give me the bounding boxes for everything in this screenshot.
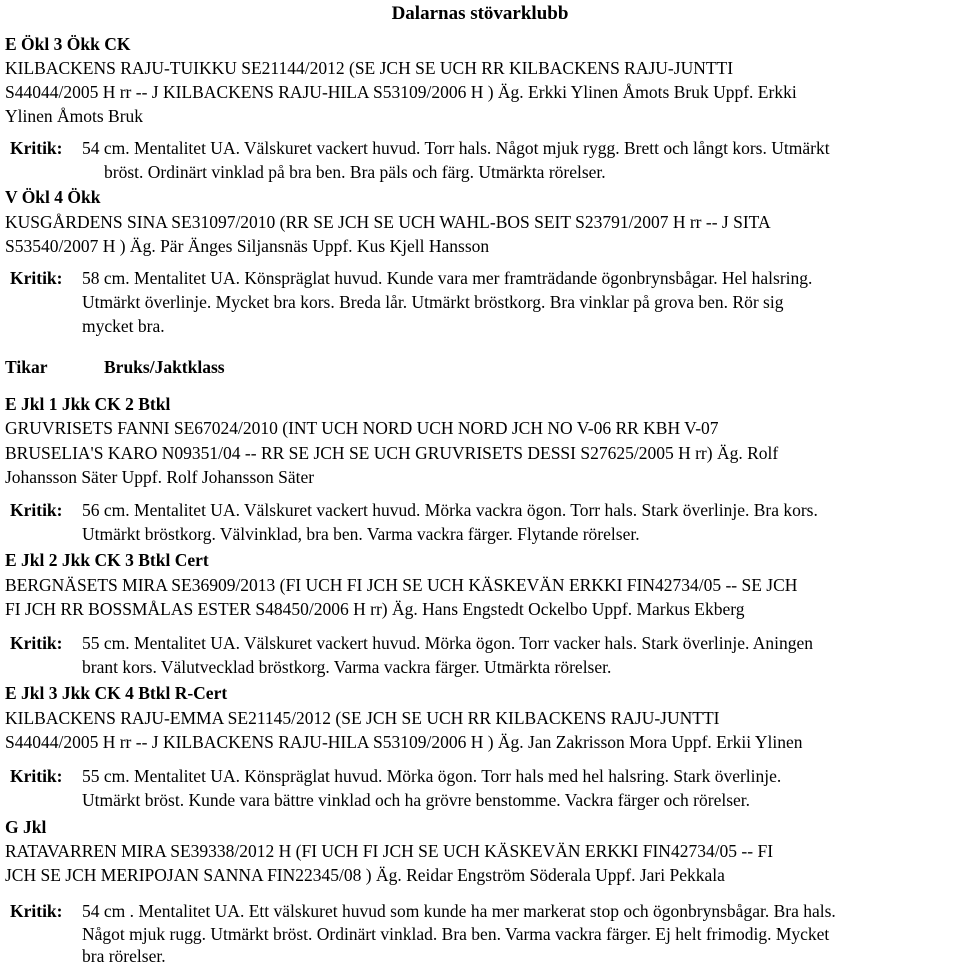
entry-line: BRUSELIA'S KARO N09351/04 -- RR SE JCH SE UCH GRUVRISETS DESSI S27625/2005 H rr) Äg. Rolf: [5, 443, 779, 463]
kritik-line: Något mjuk rugg. Utmärkt bröst. Ordinärt vinklad. Bra ben. Varma vackra färger. Ej helt frimodig. Mycket: [82, 924, 830, 944]
kritik-line: 55 cm. Mentalitet UA. Välskuret vackert huvud. Mörka ögon. Torr vacker hals. Stark överlinje. Aningen: [82, 633, 814, 653]
entry-line: S53540/2007 H ) Äg. Pär Änges Siljansnäs Uppf. Kus Kjell Hansson: [5, 236, 490, 256]
document-title: Dalarnas stövarklubb: [391, 3, 569, 24]
entry-line: FI JCH RR BOSSMÅLAS ESTER S48450/2006 H rr) Äg. Hans Engstedt Ockelbo Uppf. Markus Ekberg: [5, 599, 745, 619]
entry-line: S44044/2005 H rr -- J KILBACKENS RAJU-HILA S53109/2006 H ) Äg. Erkki Ylinen Åmots Bruk Uppf. Erkki: [5, 82, 797, 102]
kritik-label: Kritik:: [10, 766, 63, 786]
kritik-line: Utmärkt överlinje. Mycket bra kors. Breda lår. Utmärkt bröstkorg. Bra vinklar på grova ben. Rör sig: [82, 292, 784, 312]
kritik-line: bra rörelser.: [82, 946, 166, 966]
section-label-class: Bruks/Jaktklass: [104, 357, 225, 377]
entry-line: KILBACKENS RAJU-TUIKKU SE21144/2012 (SE JCH SE UCH RR KILBACKENS RAJU-JUNTTI: [5, 58, 734, 78]
kritik-line: Utmärkt bröst. Kunde vara bättre vinklad och ha grövre benstomme. Vackra färger och rörelser.: [82, 790, 751, 810]
entry-heading: V Ökl 4 Ökk: [5, 187, 101, 207]
entry-heading: E Jkl 3 Jkk CK 4 Btkl R-Cert: [5, 683, 228, 703]
entry-line: JCH SE JCH MERIPOJAN SANNA FIN22345/08 ) Äg. Reidar Engström Söderala Uppf. Jari Pekkala: [5, 865, 725, 885]
entry-line: GRUVRISETS FANNI SE67024/2010 (INT UCH NORD UCH NORD JCH NO V-06 RR KBH V-07: [5, 418, 719, 438]
kritik-line: 54 cm . Mentalitet UA. Ett välskuret huvud som kunde ha mer markerat stop och ögonbrynsbågar. Bra hals.: [82, 901, 836, 921]
kritik-label: Kritik:: [10, 268, 63, 288]
kritik-line: 54 cm. Mentalitet UA. Välskuret vackert huvud. Torr hals. Något mjuk rygg. Brett och långt kors. Utmärkt: [82, 138, 830, 158]
kritik-label: Kritik:: [10, 138, 63, 158]
kritik-line: 56 cm. Mentalitet UA. Välskuret vackert huvud. Mörka vackra ögon. Torr hals. Stark överlinje. Bra kors.: [82, 500, 818, 520]
entry-heading: E Ökl 3 Ökk CK: [5, 34, 131, 54]
entry-heading: E Jkl 2 Jkk CK 3 Btkl Cert: [5, 550, 209, 570]
kritik-label: Kritik:: [10, 901, 63, 921]
entry-heading: G Jkl: [5, 817, 47, 837]
kritik-line: Utmärkt bröstkorg. Välvinklad, bra ben. Varma vackra färger. Flytande rörelser.: [82, 524, 640, 544]
entry-line: BERGNÄSETS MIRA SE36909/2013 (FI UCH FI JCH SE UCH KÄSKEVÄN ERKKI FIN42734/05 -- SE JCH: [5, 575, 798, 595]
kritik-line: 55 cm. Mentalitet UA. Könspräglat huvud. Mörka ögon. Torr hals med hel halsring. Stark överlinje.: [82, 766, 782, 786]
kritik-line: brant kors. Välutvecklad bröstkorg. Varma vackra färger. Utmärkta rörelser.: [82, 657, 612, 677]
kritik-label: Kritik:: [10, 633, 63, 653]
entry-line: KILBACKENS RAJU-EMMA SE21145/2012 (SE JCH SE UCH RR KILBACKENS RAJU-JUNTTI: [5, 708, 720, 728]
entry-line: Johansson Säter Uppf. Rolf Johansson Säter: [5, 467, 315, 487]
entry-line: S44044/2005 H rr -- J KILBACKENS RAJU-HILA S53109/2006 H ) Äg. Jan Zakrisson Mora Uppf. Erkii Ylinen: [5, 732, 803, 752]
kritik-line: 58 cm. Mentalitet UA. Könspräglat huvud. Kunde vara mer framträdande ögonbrynsbågar. Hel halsring.: [82, 268, 813, 288]
kritik-line: bröst. Ordinärt vinklad på bra ben. Bra päls och färg. Utmärkta rörelser.: [104, 162, 606, 182]
entry-line: Ylinen Åmots Bruk: [5, 106, 144, 126]
entry-line: RATAVARREN MIRA SE39338/2012 H (FI UCH FI JCH SE UCH KÄSKEVÄN ERKKI FIN42734/05 -- FI: [5, 841, 774, 861]
kritik-line: mycket bra.: [82, 316, 165, 336]
entry-line: KUSGÅRDENS SINA SE31097/2010 (RR SE JCH SE UCH WAHL-BOS SEIT S23791/2007 H rr -- J SITA: [5, 212, 771, 232]
entry-heading: E Jkl 1 Jkk CK 2 Btkl: [5, 394, 171, 414]
kritik-label: Kritik:: [10, 500, 63, 520]
section-label-tikar: Tikar: [5, 357, 48, 377]
